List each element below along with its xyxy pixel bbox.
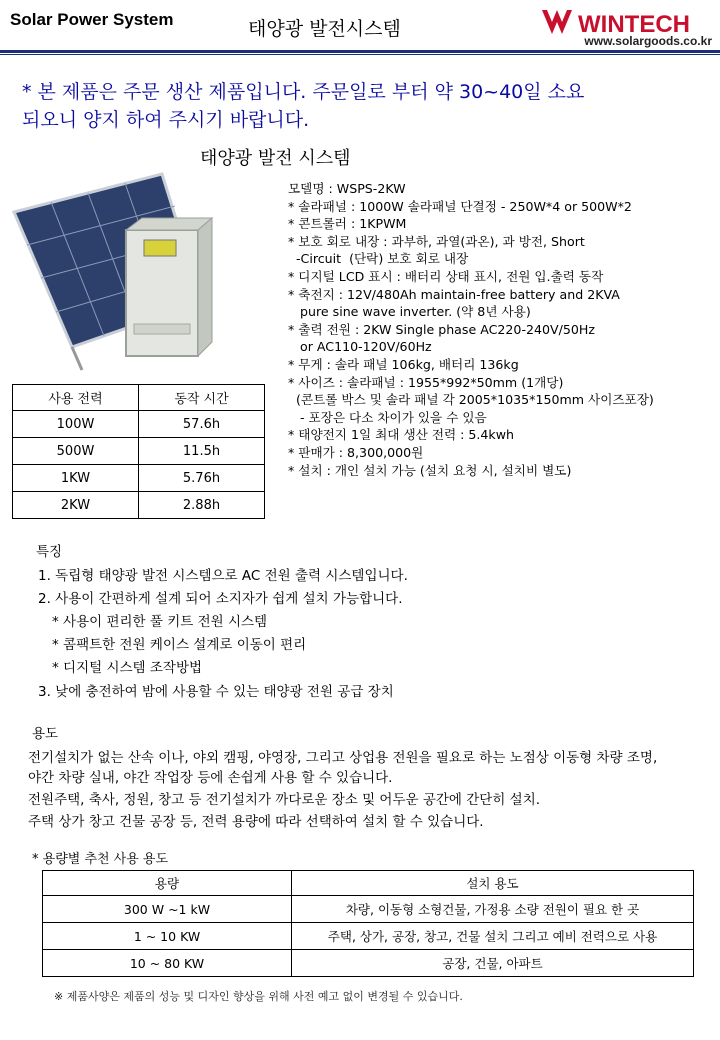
spec-line: * 사이즈 : 솔라패널 : 1955*992*50mm (1개당) [288,374,564,390]
usage-line: 주택 상가 창고 건물 공장 등, 전력 용량에 따라 선택하여 설치 할 수 있습니다. [28,814,484,830]
spec-line: * 무게 : 솔라 패널 106kg, 배터리 136kg [288,356,519,372]
spec-line: * 축전지 : 12V/480Ah maintain-free battery and 2KVA [288,286,620,302]
table-cell: 주택, 상가, 공장, 창고, 건물 설치 그리고 예비 전력으로 사용 [292,923,694,950]
table-row [43,950,694,977]
table-cell: 1KW [13,465,139,492]
feature-item: 3. 낮에 충전하여 밤에 사용할 수 있는 태양광 전원 공급 장치 [38,684,394,700]
header-center-title: 태양광 발전시스템 [248,18,401,40]
spec-line: or AC110-120V/60Hz [288,339,432,355]
table-cell: 100W [13,411,139,438]
usage-line: 야간 차량 실내, 야간 작업장 등에 손쉽게 사용 할 수 있습니다. [28,770,393,786]
usage-line: 전기설치가 없는 산속 이나, 야외 캠핑, 야영장, 그리고 상업용 전원을 필요로 하는 노점상 이동형 차량 조명, [28,750,658,766]
table-header: 설치 용도 [292,871,694,896]
table-cell: 300 W ~1 kW [43,896,292,923]
spec-line: 모델명 : WSPS-2KW [288,181,406,196]
feature-subitem: * 디지털 시스템 조작방법 [52,660,203,676]
table-row [13,411,265,438]
spec-line: * 보호 회로 내장 : 과부하, 과열(과온), 과 방전, Short [288,233,585,249]
table-cell: 57.6h [139,411,265,438]
table-header: 용량 [43,871,292,896]
table-row [13,465,265,492]
table-cell: 5.76h [139,465,265,492]
header-rule-thin [0,54,720,55]
recommend-title: * 용량별 추천 사용 용도 [32,852,169,867]
order-notice [22,78,712,134]
table-cell: 공장, 건물, 아파트 [292,950,694,977]
spec-line: (콘트롤 박스 및 솔라 패널 각 2005*1035*150mm 사이즈포장) [288,392,654,408]
header-left-title: Solar Power System [10,10,174,29]
table-cell: 1 ~ 10 KW [43,923,292,950]
usage-line: 전원주택, 축사, 정원, 창고 등 전기설치가 까다로운 장소 및 어두운 공간에 간단히 설치. [28,792,541,808]
header-url: www.solargoods.co.kr [584,34,712,48]
spec-line: * 솔라패널 : 1000W 솔라패널 단결정 - 250W*4 or 500W*2 [288,198,632,214]
spec-line: * 태양전지 1일 최대 생산 전력 : 5.4kwh [288,427,514,443]
table-cell: 500W [13,438,139,465]
table-row [13,492,265,519]
order-notice-line2: 되오니 양지 하여 주시기 바랍니다. [22,109,310,131]
table-row [43,896,694,923]
spec-line: - 포장은 다소 차이가 있을 수 있음 [288,409,487,425]
features-title: 특징 [36,544,63,560]
table-header: 동작 시간 [139,385,265,411]
header-rule [0,50,720,53]
order-notice-line1: * 본 제품은 주문 생산 제품입니다. 주문일로 부터 약 30~40일 소요 [22,81,585,103]
spec-line: * 판매가 : 8,300,000원 [288,444,424,460]
spec-list [288,180,718,479]
section-title: 태양광 발전 시스템 [200,148,351,169]
spec-line: pure sine wave inverter. (약 8년 사용) [288,304,531,320]
operating-time-table [12,384,265,519]
table-cell: 11.5h [139,438,265,465]
svg-text:WINTECH: WINTECH [578,11,690,38]
table-cell: 차량, 이동형 소형건물, 가정용 소량 전원이 필요 한 곳 [292,896,694,923]
table-cell: 2KW [13,492,139,519]
spec-line: * 설치 : 개인 설치 가능 (설치 요청 시, 설치비 별도) [288,462,572,478]
product-photo [12,172,274,372]
table-cell: 2.88h [139,492,265,519]
table-row [43,923,694,950]
spec-line: * 디지털 LCD 표시 : 배터리 상태 표시, 전원 입.출력 동작 [288,268,604,284]
table-row [13,438,265,465]
table-cell: 10 ~ 80 KW [43,950,292,977]
feature-item: 2. 사용이 간편하게 설계 되어 소지자가 쉽게 설치 가능합니다. [38,591,403,607]
usage-title: 용도 [32,726,59,742]
footnote: ※ 제품사양은 제품의 성능 및 디자인 향상을 위해 사전 예고 없이 변경될 수 있습니다. [54,990,463,1003]
table-header: 사용 전력 [13,385,139,411]
feature-subitem: * 사용이 편리한 풀 키트 전원 시스템 [52,614,268,630]
spec-line: * 출력 전원 : 2KW Single phase AC220-240V/50Hz [288,321,595,337]
spec-line: * 콘트롤러 : 1KPWM [288,216,407,232]
feature-subitem: * 콤팩트한 전원 케이스 설계로 이동이 편리 [52,637,307,653]
recommend-table [42,870,694,977]
feature-item: 1. 독립형 태양광 발전 시스템으로 AC 전원 출력 시스템입니다. [38,568,408,584]
spec-line: -Circuit (단락) 보호 회로 내장 [288,251,469,267]
